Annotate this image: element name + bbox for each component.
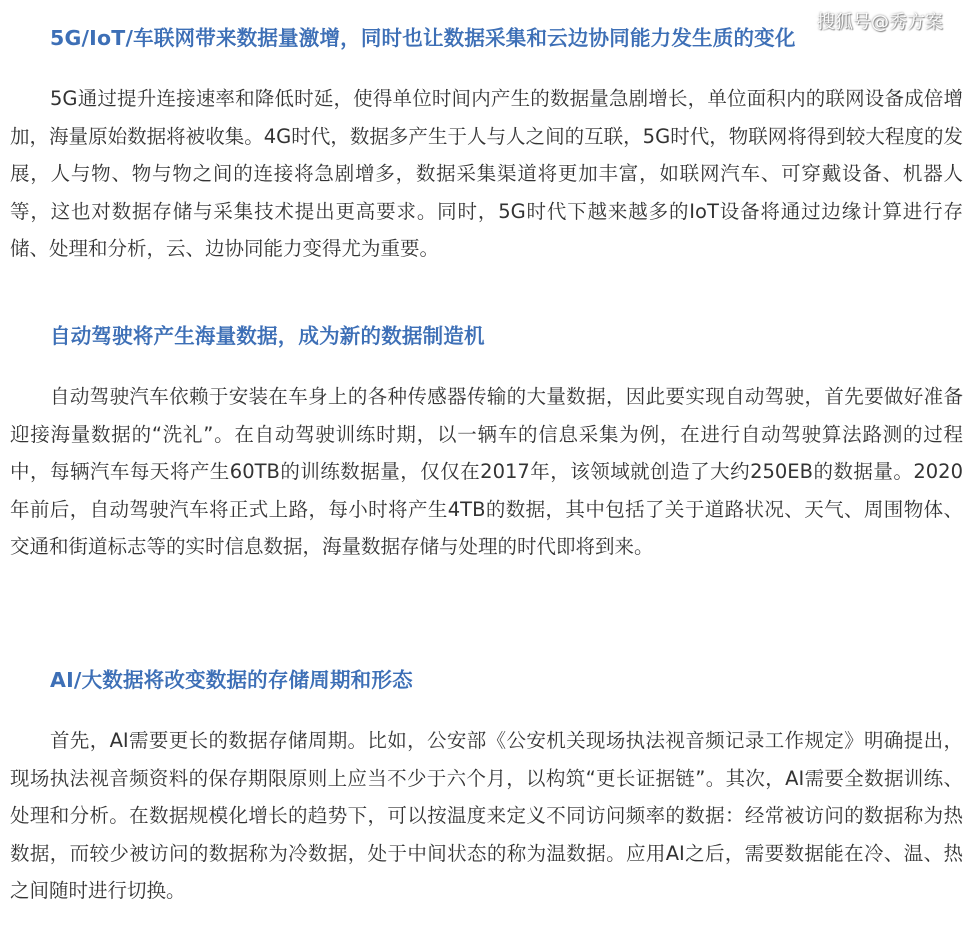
section-heading-autonomous-driving: 自动驾驶将产生海量数据，成为新的数据制造机 [50,324,485,348]
paragraph-5g-iot: 5G通过提升连接速率和降低时延，使得单位时间内产生的数据量急剧增长，单位面积内的联网设备成倍增加，海量原始数据将被收集。4G时代，数据多产生于人与人之间的互联，5G时代，物联网将得到较大程度的发展，人与物、物与物之间的连接将急剧增多，数据采集渠道将更加丰富，如联网汽车、可穿戴设备、机器人等，这也对数据存储与采集技术提出更高要求。同时，5G时代下越来越多的IoT设备将通过边缘计算进行存储、处理和分析，云、边协同能力变得尤为重要。 [10,87,963,261]
paragraph-ai-bigdata: 首先，AI需要更长的数据存储周期。比如，公安部《公安机关现场执法视音频记录工作规定》明确提出，现场执法视音频资料的保存期限原则上应当不少于六个月，以构筑“更长证据链”。其次，AI需要全数据训练、处理和分析。在数据规模化增长的趋势下，可以按温度来定义不同访问频率的数据：经常被访问的数据称为热数据，而较少被访问的数据称为冷数据，处于中间状态的称为温数据。应用AI之后，需要数据能在冷、温、热之间随时进行切换。 [10,729,963,903]
section-heading-ai-bigdata: AI/大数据将改变数据的存储周期和形态 [50,668,413,692]
watermark: 搜狐号@秀方案 [817,12,943,33]
paragraph-autonomous-driving: 自动驾驶汽车依赖于安装在车身上的各种传感器传输的大量数据，因此要实现自动驾驶，首先要做好准备迎接海量数据的“洗礼”。在自动驾驶训练时期，以一辆车的信息采集为例，在进行自动驾驶算法路测的过程中，每辆汽车每天将产生60TB的训练数据量，仅仅在2017年，该领域就创造了大约250EB的数据量。2020年前后，自动驾驶汽车将正式上路，每小时将产生4TB的数据，其中包括了关于道路状况、天气、周围物体、交通和街道标志等的实时信息数据，海量数据存储与处理的时代即将到来。 [10,385,963,559]
section-heading-5g-iot: 5G/IoT/车联网带来数据量激增，同时也让数据采集和云边协同能力发生质的变化 [50,26,796,50]
